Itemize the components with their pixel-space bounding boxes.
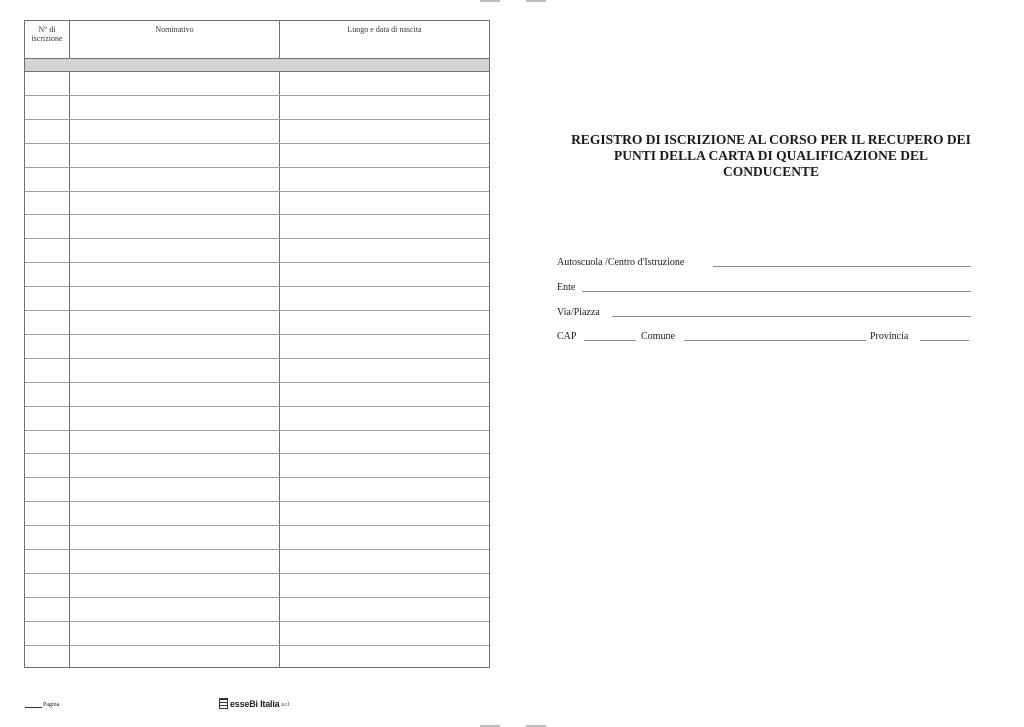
- column-header-numero-line2: iscrizione: [31, 34, 63, 43]
- label-via-piazza: Via/Piazza: [557, 307, 600, 318]
- crop-mark: [480, 0, 500, 2]
- table-row: [25, 310, 489, 311]
- table-row: [25, 214, 489, 215]
- page-number-blank: [25, 707, 42, 708]
- table-row: [25, 477, 489, 478]
- table-row: [25, 597, 489, 598]
- column-header-luogo-data-nascita: Luogo e data di nascita: [347, 25, 422, 34]
- brand-name: esseBi Italia: [230, 698, 280, 709]
- title-line: REGISTRO DI ISCRIZIONE AL CORSO PER IL RECUPERO DEI: [571, 132, 971, 147]
- label-cap: CAP: [557, 331, 577, 342]
- table-row: [25, 645, 489, 646]
- brand-suffix: s.r.l.: [281, 702, 291, 708]
- table-row: [25, 143, 489, 144]
- table-row: [25, 262, 489, 263]
- table-row: [25, 573, 489, 574]
- table-row: [25, 167, 489, 168]
- table-row: [25, 549, 489, 550]
- table-row: [25, 286, 489, 287]
- column-header-numero-line1: N° di: [38, 25, 56, 34]
- page-label: Pagina: [43, 702, 60, 708]
- column-header-nominativo: Nominativo: [155, 25, 194, 34]
- label-ente: Ente: [557, 282, 576, 293]
- table-row: [25, 525, 489, 526]
- column-header-numero: [25, 25, 69, 43]
- fill-line-comune: [684, 340, 866, 341]
- register-table: [24, 20, 490, 668]
- fill-line-via-piazza: [612, 316, 971, 317]
- table-row: [25, 430, 489, 431]
- table-row: [25, 621, 489, 622]
- table-row: [25, 238, 489, 239]
- header-shaded-band: [25, 58, 489, 72]
- table-row: [25, 95, 489, 96]
- register-rows: [25, 71, 489, 667]
- table-row: [25, 191, 489, 192]
- table-row: [25, 358, 489, 359]
- title-line: PUNTI DELLA CARTA DI QUALIFICAZIONE DEL: [614, 148, 928, 163]
- fill-line-provincia: [920, 340, 969, 341]
- title-line: CONDUCENTE: [722, 164, 819, 179]
- table-row: [25, 501, 489, 502]
- label-autoscuola: Autoscuola /Centro d'Istruzione: [557, 257, 685, 268]
- label-provincia: Provincia: [870, 331, 909, 342]
- table-row: [25, 334, 489, 335]
- fill-line-cap: [584, 340, 636, 341]
- fill-line-autoscuola: [713, 266, 971, 267]
- book-icon: [219, 698, 228, 709]
- table-row: [25, 382, 489, 383]
- brand-logo: [219, 698, 291, 709]
- crop-mark: [526, 0, 546, 2]
- table-row: [25, 406, 489, 407]
- register-title: [548, 132, 994, 180]
- page-number-field: [25, 702, 59, 708]
- table-row: [25, 453, 489, 454]
- table-row: [25, 119, 489, 120]
- label-comune: Comune: [641, 331, 675, 342]
- fill-line-ente: [582, 291, 971, 292]
